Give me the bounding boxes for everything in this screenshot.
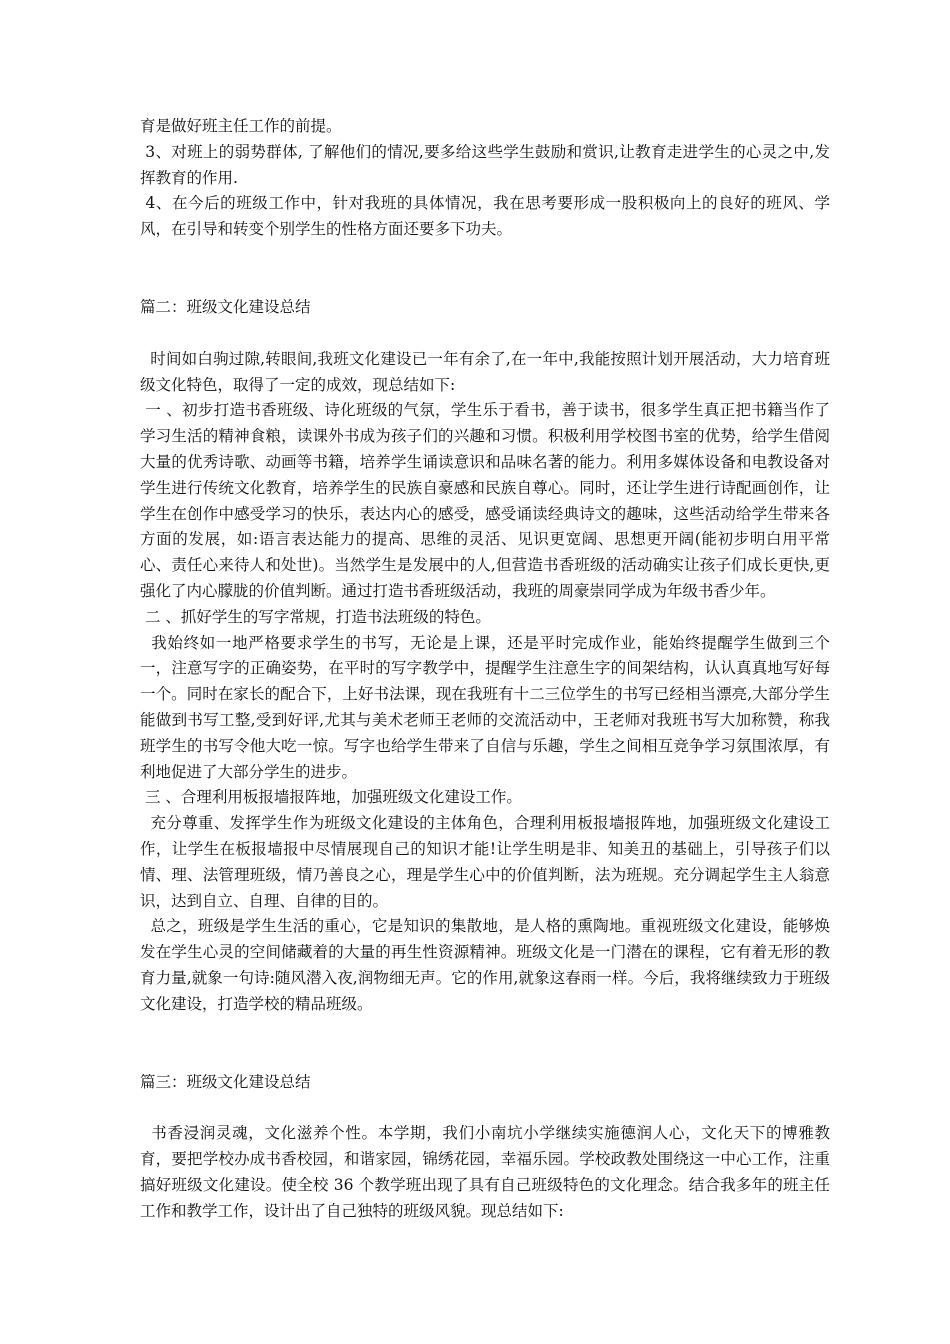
paragraph: 4、在今后的班级工作中，针对我班的具体情况，我在思考要形成一股积极向上的良好的班风、学风，在引导和转变个别学生的性格方面还要多下功夫。: [140, 194, 830, 239]
paragraph: 一 、初步打造书香班级、诗化班级的气氛，学生乐于看书，善于读书，很多学生真正把书籍当作了学习生活的精神食粮，读课外书成为孩子们的兴趣和习惯。积极利用学校图书室的优势，给学生借阅大量的优秀诗歌、动画等书籍，培养学生诵读意识和品味名著的能力。利用多媒体设备和电教设备对学生进行传统文化教育，培养学生的民族自豪感和民族自尊心。同时，还让学生进行诗配画创作，让学生在创作中感受学习的快乐，表达内心的感受，感受诵读经典诗文的趣味，这些活动给学生带来各方面的发展，如:语言表达能力的提高、思维的灵活、见识更宽阔、思想更开阔(能初步明白用平常心、责任心来待人和处世)。当然学生是发展中的人,但营造书香班级的活动确实让孩子们成长更快,更强化了内心朦胧的价值判断。通过打造书香班级活动，我班的周豪崇同学成为年级书香少年。: [140, 401, 830, 600]
paragraph: 总之，班级是学生生活的重心，它是知识的集散地，是人格的熏陶地。重视班级文化建设，能够焕发在学生心灵的空间储藏着的大量的再生性资源精神。班级文化是一门潜在的课程，它有着无形的教育力量,就象一句诗:随风潜入夜,润物细无声。它的作用,就象这春雨一样。今后，我将继续致力于班级文化建设，打造学校的精品班级。: [140, 917, 830, 1013]
section-heading: 篇二：班级文化建设总结: [140, 297, 311, 316]
section-one-tail: [140, 114, 830, 243]
section-three: [140, 1070, 830, 1225]
paragraph: 时间如白驹过隙,转眼间,我班文化建设已一年有余了,在一年中,我能按照计划开展活动，大力培育班级文化特色，取得了一定的成效，现总结如下:: [140, 349, 830, 394]
document-page: [140, 114, 830, 1224]
paragraph: 我始终如一地严格要求学生的书写，无论是上课，还是平时完成作业，能始终提醒学生做到三个一，注意写字的正确姿势，在平时的写字教学中，提醒学生注意生字的间架结构，认认真真地写好每一个。同时在家长的配合下，上好书法课，现在我班有十二三位学生的书写已经相当漂亮,大部分学生能做到书写工整,受到好评,尤其与美术老师王老师的交流活动中，王老师对我班书写大加称赞，称我班学生的书写令他大吃一惊。写字也给学生带来了自信与乐趣，学生之间相互竞争学习氛围浓厚，有利地促进了大部分学生的进步。: [140, 633, 830, 781]
spacer: [140, 1095, 830, 1121]
paragraph: 3、对班上的弱势群体, 了解他们的情况,要多给这些学生鼓励和赏识,让教育走进学生的心灵之中,发挥教育的作用.: [140, 142, 831, 187]
paragraph: 充分尊重、发挥学生作为班级文化建设的主体角色，合理利用板报墙报阵地，加强班级文化建设工作，让学生在板报墙报中尽情展现自己的知识才能!让学生明是非、知美丑的基础上，引导孩子们以情、理、法管理班级，情乃善良之心，理是学生心中的价值判断，法为班规。充分调起学生主人翁意识，达到自立、自理、自律的目的。: [140, 814, 830, 910]
paragraph: 书香浸润灵魂，文化滋养个性。本学期，我们小南坑小学继续实施德润人心，文化天下的博雅教育，要把学校办成书香校园，和谐家园，锦绣花园，幸福乐园。学校政教处围绕这一中心工作，注重搞好班级文化建设。使全校 36 个教学班出现了具有自己班级特色的文化理念。结合我多年的班主任工作和教学工作，设计出了自己独特的班级风貌。现总结如下:: [140, 1124, 830, 1220]
section-heading: 篇三：班级文化建设总结: [140, 1072, 311, 1091]
paragraph: 育是做好班主任工作的前提。: [140, 117, 342, 135]
paragraph: 三 、合理利用板报墙报阵地，加强班级文化建设工作。: [140, 788, 522, 807]
spacer: [140, 243, 830, 295]
spacer: [140, 321, 830, 347]
spacer: [140, 1018, 830, 1070]
section-two: [140, 295, 830, 1018]
paragraph: 二 、抓好学生的写字常规，打造书法班级的特色。: [140, 607, 491, 626]
